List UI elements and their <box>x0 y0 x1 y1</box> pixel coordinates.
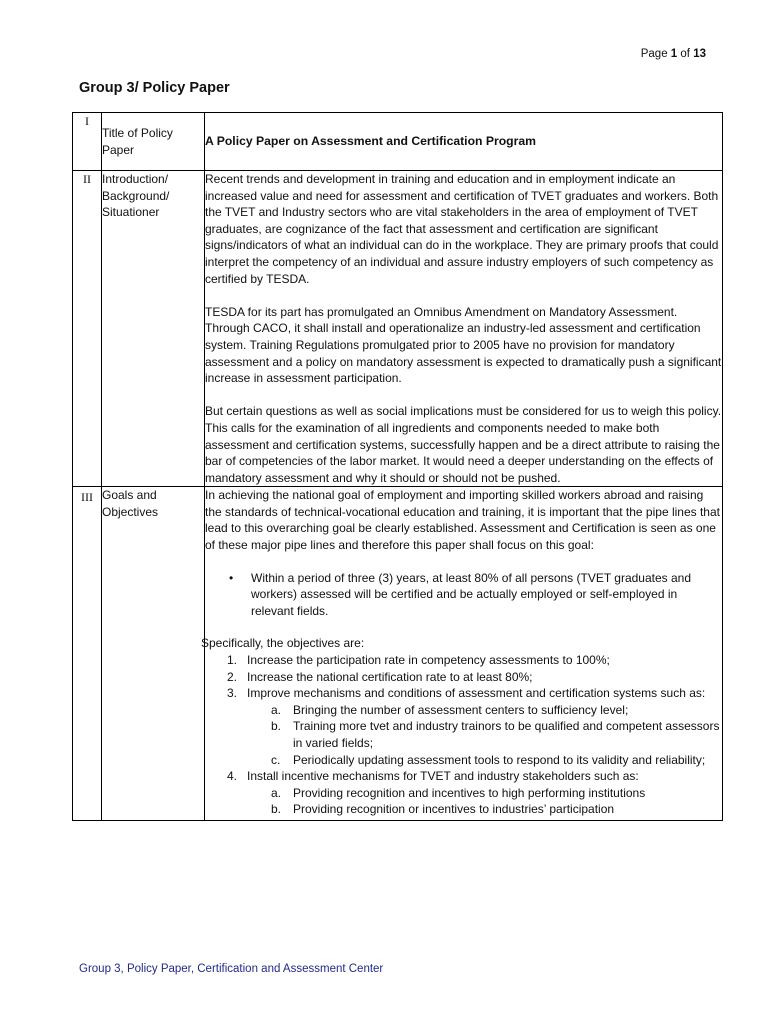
list-text: Providing recognition and incentives to high performing institutions <box>293 785 646 800</box>
page-number <box>641 48 706 60</box>
list-marker: a. <box>271 785 282 800</box>
page-prefix: Page <box>640 48 668 60</box>
list-item <box>227 669 722 686</box>
list-item <box>271 718 722 751</box>
goals-text <box>201 487 723 821</box>
page-current: 1 <box>670 48 678 60</box>
paragraph: But certain questions as well as social implications must be considered for us to weigh this policy. This calls for the examination of all ingredients and components needed to make both assessment and certification systems, successfully happen and be a direct attribute to raising the bar of competencies of the labor market. It would need a deeper understanding on the effects of mandatory assessment and why it should or should not be pushed. <box>205 404 722 485</box>
list-item <box>227 768 722 818</box>
list-marker: 4. <box>227 769 238 784</box>
list-text: Providing recognition or incentives to industries’ participation <box>293 802 615 817</box>
row-label: Introduction/ Background/ Situationer <box>102 171 205 487</box>
list-item <box>271 801 722 818</box>
page-of: of <box>680 48 690 60</box>
objectives-intro: Specifically, the objectives are: <box>201 636 365 651</box>
list-text: Increase the participation rate in competency assessments to 100%; <box>247 653 610 668</box>
policy-table <box>72 112 723 821</box>
list-item <box>271 785 722 802</box>
list-text: Periodically updating assessment tools to respond to its validity and reliability; <box>293 752 706 767</box>
document-heading: Group 3/ Policy Paper <box>79 80 230 96</box>
list-text: Increase the national certification rate to at least 80%; <box>247 669 533 684</box>
sub-list <box>247 702 722 768</box>
row-number: III <box>73 487 102 821</box>
table-row <box>73 113 723 171</box>
goal-list <box>205 570 722 620</box>
row-label: Title of Policy Paper <box>102 113 205 171</box>
list-marker: a. <box>271 702 282 717</box>
list-item <box>227 652 722 669</box>
list-marker: 1. <box>227 653 238 668</box>
page-footer: Group 3, Policy Paper, Certification and Assessment Center <box>79 963 384 975</box>
introduction-text <box>205 171 723 487</box>
list-item <box>227 685 722 768</box>
policy-title: A Policy Paper on Assessment and Certification Program <box>205 113 723 171</box>
row-number: I <box>73 113 102 171</box>
row-number: II <box>73 171 102 487</box>
list-marker: b. <box>271 802 282 817</box>
paragraph: TESDA for its part has promulgated an Omnibus Amendment on Mandatory Assessment. Through CACO, it shall install and operationalize an industry-led assessment and certification system. Training Regulations promulgated prior to 2005 have no provision for mandatory assessment and a policy on mandatory assessment is expected to dramatically push a significant increase in assessment participation. <box>205 304 722 386</box>
list-marker: 2. <box>227 669 238 684</box>
list-item <box>271 702 722 719</box>
sub-list <box>247 785 722 818</box>
list-text: Install incentive mechanisms for TVET and industry stakeholders such as: <box>247 769 639 784</box>
list-marker: c. <box>271 752 281 767</box>
table-row <box>73 487 723 821</box>
goals-intro: In achieving the national goal of employment and importing skilled workers abroad and raising the standards of technical-vocational education and training, it is important that the pipe lines that lead to this overarching goal be clearly established. Assessment and Certification is seen as one of these major pipe lines and therefore this paper shall focus on this goal: <box>205 488 720 553</box>
row-label: Goals and Objectives <box>102 487 205 821</box>
list-item <box>271 752 722 769</box>
goal-bullet: • Within a period of three (3) years, at least 80% of all persons (TVET graduates and workers) assessed will be certified and be actually employed or self-employed in relevant fields. <box>251 570 722 620</box>
objectives-list <box>205 652 722 818</box>
list-marker: b. <box>271 719 282 734</box>
list-text: Improve mechanisms and conditions of assessment and certification systems such as: <box>247 686 706 701</box>
list-text: Training more tvet and industry trainors to be qualified and competent assessors in varied fields; <box>293 719 720 750</box>
table-row <box>73 171 723 487</box>
list-marker: 3. <box>227 686 238 701</box>
page-total: 13 <box>693 48 706 60</box>
paragraph: Recent trends and development in training and education and in employment indicate an increased value and need for assessment and certification of TVET graduates and workers. Both the TVET and Industry sectors who are vital stakeholders in the area of employment of TVET graduates, are cognizance of the fact that assessment and certification are significant signs/indicators of what an individual can do in the workplace. They are primary proofs that could interpret the competency of an individual and assure industry employers of such competency as certified by TESDA. <box>205 172 719 286</box>
list-text: Bringing the number of assessment centers to sufficiency level; <box>293 702 629 717</box>
